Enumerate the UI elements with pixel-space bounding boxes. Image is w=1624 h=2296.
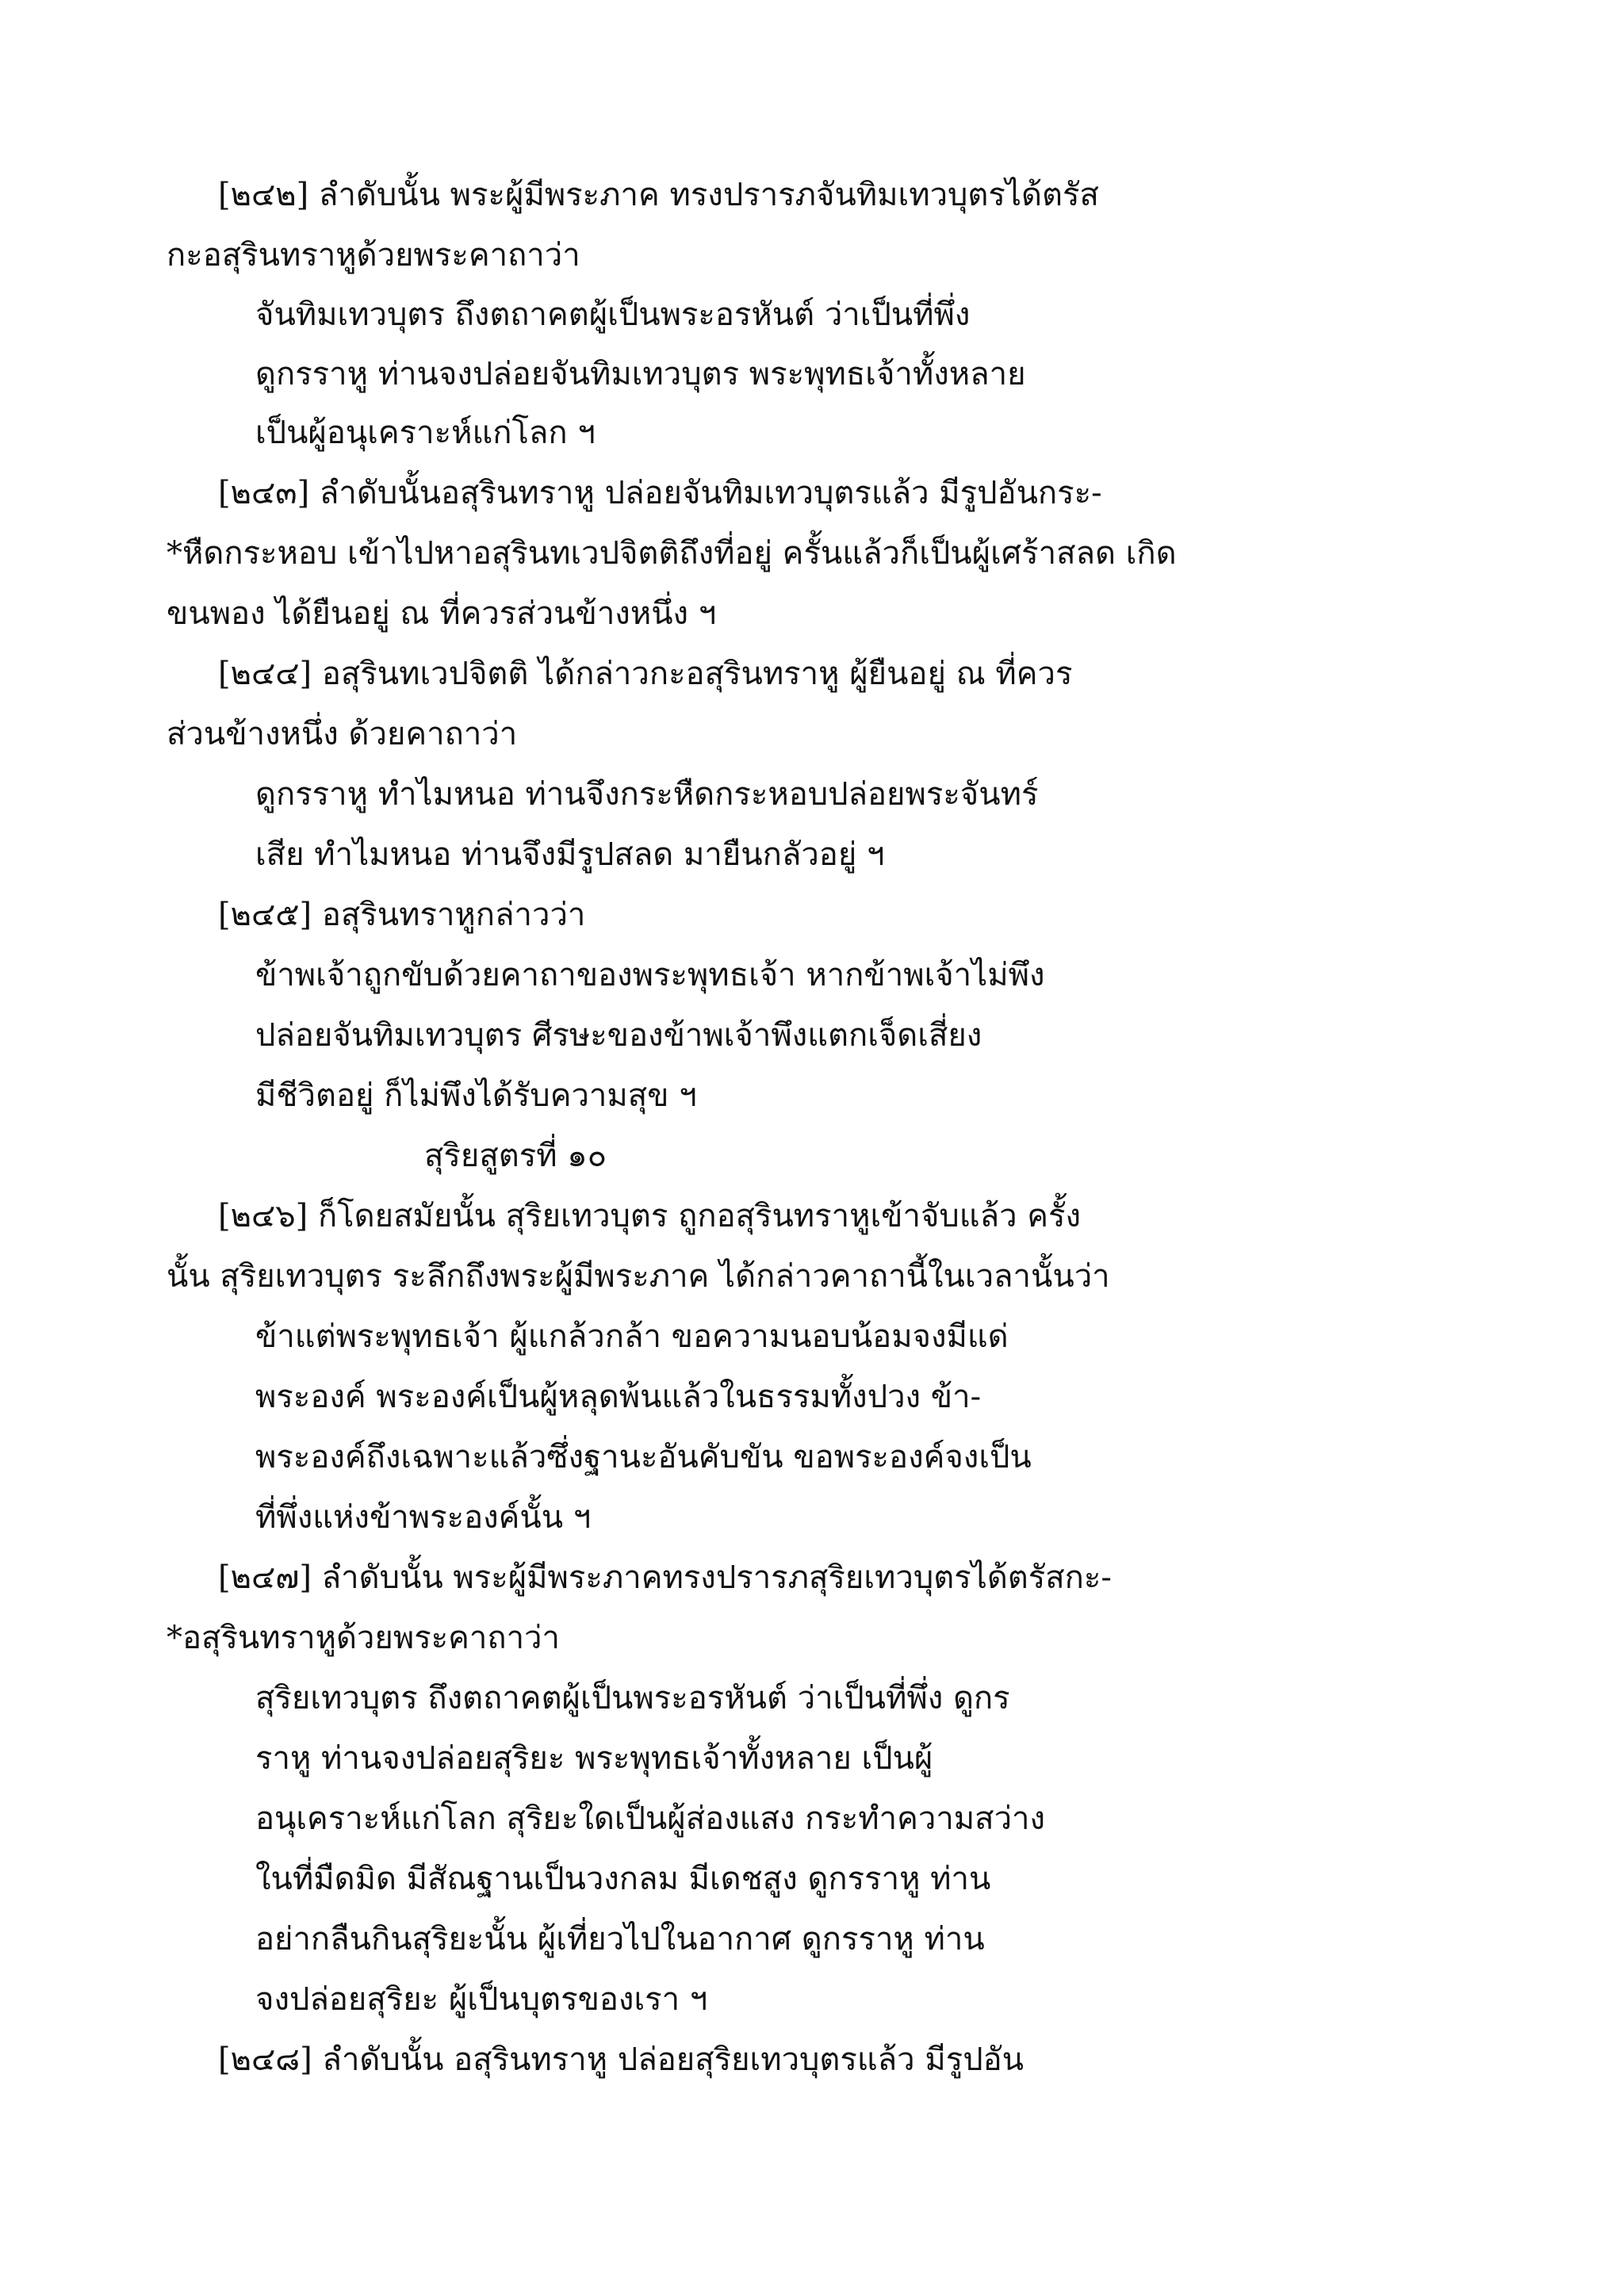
- verse-line: ราหู ท่านจงปล่อยสุริยะ พระพุทธเจ้าทั้งหลาย เป็นผู้: [255, 1740, 933, 1777]
- paragraph-247-line-2: *อสุรินทราหูด้วยพระคาถาว่า: [167, 1620, 560, 1656]
- verse-line: พระองค์ พระองค์เป็นผู้หลุดพ้นแล้วในธรรมทั้งปวง ข้า-: [255, 1379, 982, 1415]
- paragraph-247-line-1: [๒๔๗] ลำดับนั้น พระผู้มีพระภาคทรงปรารภสุริยเทวบุตรได้ตรัสกะ-: [218, 1559, 1112, 1596]
- paragraph-244-line-1: [๒๔๔] อสุรินทเวปจิตติ ได้กล่าวกะอสุรินทราหู ผู้ยืนอยู่ ณ ที่ควร: [218, 656, 1073, 692]
- verse-line: จงปล่อยสุริยะ ผู้เป็นบุตรของเรา ฯ: [255, 1981, 708, 2018]
- verse-line: มีชีวิตอยู่ ก็ไม่พึงได้รับความสุข ฯ: [255, 1077, 697, 1114]
- paragraph-242-line-2: กะอสุรินทราหูด้วยพระคาถาว่า: [167, 237, 580, 274]
- verse-line: ปล่อยจันทิมเทวบุตร ศีรษะของข้าพเจ้าพึงแตกเจ็ดเสี่ยง: [255, 1017, 982, 1054]
- paragraph-243-line-1: [๒๔๓] ลำดับนั้นอสุรินทราหู ปล่อยจันทิมเทวบุตรแล้ว มีรูปอันกระ-: [218, 475, 1102, 511]
- verse-line: สุริยเทวบุตร ถึงตถาคตผู้เป็นพระอรหันต์ ว่าเป็นที่พึ่ง ดูกร: [255, 1680, 1010, 1716]
- verse-line: ข้าพเจ้าถูกขับด้วยคาถาของพระพุทธเจ้า หากข้าพเจ้าไม่พึง: [255, 957, 1045, 993]
- verse-line: จันทิมเทวบุตร ถึงตถาคตผู้เป็นพระอรหันต์ ว่าเป็นที่พึ่ง: [255, 297, 971, 333]
- verse-line: ที่พึ่งแห่งข้าพระองค์นั้น ฯ: [255, 1499, 592, 1536]
- paragraph-243-line-3: ขนพอง ได้ยืนอยู่ ณ ที่ควรส่วนข้างหนึ่ง ฯ: [167, 595, 717, 632]
- verse-line: อนุเคราะห์แก่โลก สุริยะใดเป็นผู้ส่องแสง กระทำความสว่าง: [255, 1800, 1046, 1837]
- paragraph-245-line-1: [๒๔๕] อสุรินทราหูกล่าวว่า: [218, 897, 586, 933]
- verse-line: อย่ากลืนกินสุริยะนั้น ผู้เที่ยวไปในอากาศ ดูกรราหู ท่าน: [255, 1921, 985, 1957]
- verse-line: ในที่มืดมิด มีสัณฐานเป็นวงกลม มีเดชสูง ดูกรราหู ท่าน: [255, 1861, 991, 1897]
- verse-line: เสีย ทำไมหนอ ท่านจึงมีรูปสลด มายืนกลัวอยู่ ฯ: [255, 836, 885, 873]
- verse-line: ข้าแต่พระพุทธเจ้า ผู้แกล้วกล้า ขอความนอบน้อมจงมีแด่: [255, 1318, 1009, 1355]
- paragraph-248-line-1: [๒๔๘] ลำดับนั้น อสุรินทราหู ปล่อยสุริยเทวบุตรแล้ว มีรูปอัน: [218, 2042, 1024, 2078]
- section-heading: สุริยสูตรที่ ๑๐: [424, 1138, 607, 1174]
- verse-line: พระองค์ถึงเฉพาะแล้วซึ่งฐานะอันคับขัน ขอพระองค์จงเป็น: [255, 1439, 1032, 1475]
- paragraph-246-line-1: [๒๔๖] ก็โดยสมัยนั้น สุริยเทวบุตร ถูกอสุรินทราหูเข้าจับแล้ว ครั้ง: [218, 1198, 1082, 1234]
- paragraph-243-line-2: *หืดกระหอบ เข้าไปหาอสุรินทเวปจิตติถึงที่อยู่ ครั้นแล้วก็เป็นผู้เศร้าสลด เกิด: [167, 535, 1177, 572]
- paragraph-246-line-2: นั้น สุริยเทวบุตร ระลึกถึงพระผู้มีพระภาค ได้กล่าวคาถานี้ในเวลานั้นว่า: [167, 1258, 1110, 1295]
- paragraph-244-line-2: ส่วนข้างหนึ่ง ด้วยคาถาว่า: [167, 716, 518, 752]
- verse-line: ดูกรราหู ทำไมหนอ ท่านจึงกระหืดกระหอบปล่อยพระจันทร์: [255, 776, 1039, 813]
- paragraph-242-line-1: [๒๔๒] ลำดับนั้น พระผู้มีพระภาค ทรงปรารภจันทิมเทวบุตรได้ตรัส: [218, 177, 1099, 213]
- verse-line: ดูกรราหู ท่านจงปล่อยจันทิมเทวบุตร พระพุทธเจ้าทั้งหลาย: [255, 356, 1026, 392]
- verse-line: เป็นผู้อนุเคราะห์แก่โลก ฯ: [255, 415, 596, 451]
